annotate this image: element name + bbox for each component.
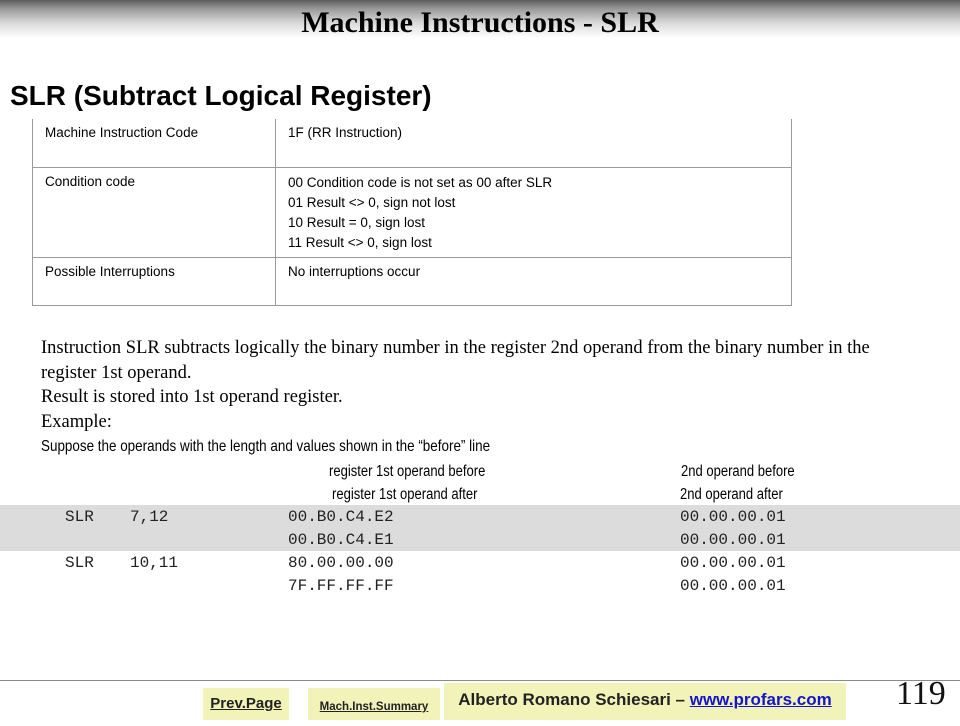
example-op2-value: 00.00.00.01 <box>680 554 786 572</box>
description-line: Instruction SLR subtracts logically the binary number in the register 2nd operand from the binary number in the register 1st operand. <box>41 338 870 383</box>
table-cell-value <box>276 167 792 257</box>
example-instruction: SLR <box>65 554 94 572</box>
example-operands: 10,11 <box>130 554 179 572</box>
table-cell-value: No interruptions occur <box>276 257 792 305</box>
description-text <box>41 336 901 434</box>
summary-link-button[interactable]: Mach.Inst.Summary <box>308 688 440 720</box>
example-op1-value: 7F.FF.FF.FF <box>288 577 394 595</box>
example-op2-value: 00.00.00.01 <box>680 577 786 595</box>
table-cell-label: Machine Instruction Code <box>33 119 276 167</box>
author-credit <box>444 683 846 720</box>
example-op1-value: 80.00.00.00 <box>288 554 394 572</box>
slide-title: Machine Instructions - SLR <box>301 6 659 39</box>
table-row <box>33 167 792 257</box>
column-header-op1-before: register 1st operand before <box>329 463 486 480</box>
condition-code-line: 10 Result = 0, sign lost <box>288 214 425 230</box>
condition-code-line: 00 Condition code is not set as 00 after SLR <box>288 174 553 190</box>
example-op1-value: 00.B0.C4.E1 <box>288 531 394 549</box>
table-row <box>33 257 792 305</box>
example-op2-value: 00.00.00.01 <box>680 531 786 549</box>
table-cell-label: Condition code <box>33 167 276 257</box>
example-op2-value: 00.00.00.01 <box>680 508 786 526</box>
table-row <box>33 119 792 167</box>
suppose-text: Suppose the operands with the length and values shown in the “before” line <box>41 438 491 455</box>
column-header-op2-after: 2nd operand after <box>680 486 783 503</box>
website-link[interactable]: www.profars.com <box>689 690 832 709</box>
example-instruction: SLR <box>65 508 94 526</box>
column-header-op1-after: register 1st operand after <box>332 486 478 503</box>
description-line: Result is stored into 1st operand register. <box>41 387 343 407</box>
author-name: Alberto Romano Schiesari – <box>458 690 690 709</box>
column-header-op2-before: 2nd operand before <box>681 463 795 480</box>
slide-subtitle: SLR (Subtract Logical Register) <box>10 80 432 111</box>
table-cell-label: Possible Interruptions <box>33 257 276 305</box>
example-op1-value: 00.B0.C4.E2 <box>288 508 394 526</box>
footer-divider <box>0 680 960 681</box>
table-cell-value: 1F (RR Instruction) <box>276 119 792 167</box>
page-number: 119 <box>896 675 946 712</box>
instruction-info-table <box>32 119 792 306</box>
condition-code-line: 01 Result <> 0, sign not lost <box>288 194 456 210</box>
example-operands: 7,12 <box>130 508 169 526</box>
condition-code-line: 11 Result <> 0, sign lost <box>288 234 432 250</box>
description-line: Example: <box>41 411 112 432</box>
prev-page-button[interactable]: Prev.Page <box>203 688 289 720</box>
